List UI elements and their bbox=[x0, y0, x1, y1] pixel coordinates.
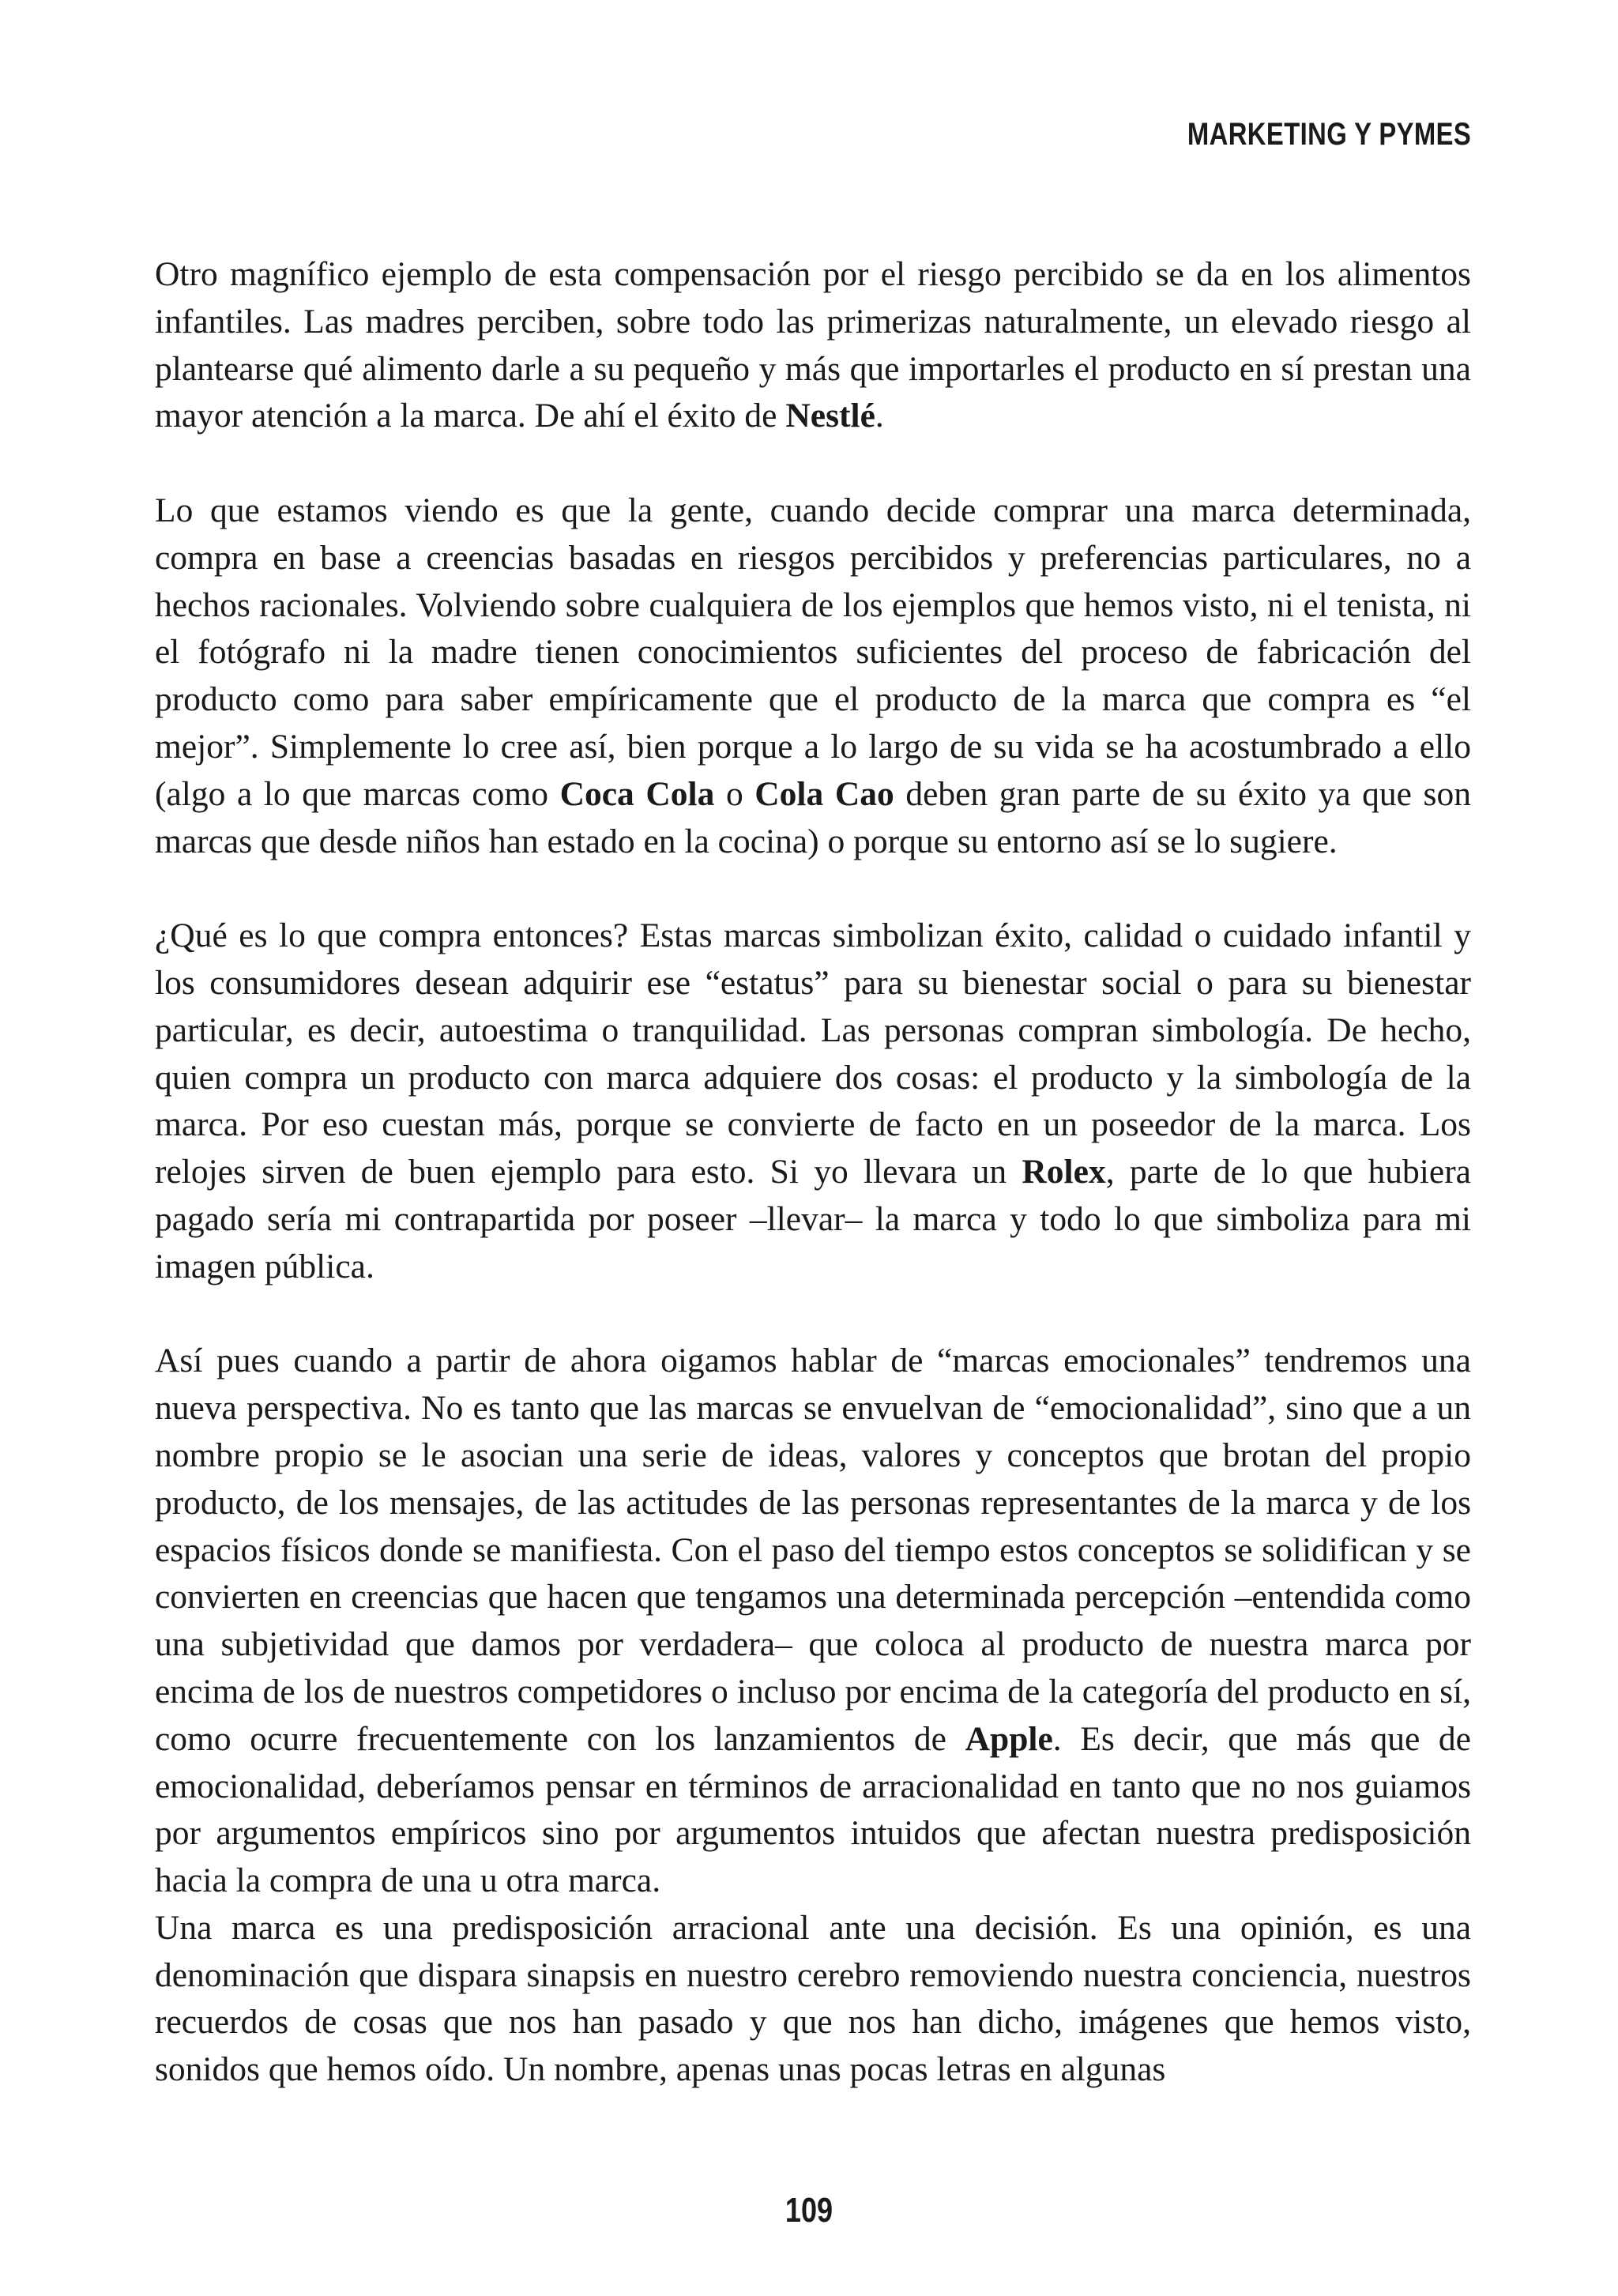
paragraph-3: ¿Qué es lo que compra entonces? Estas marcas simbolizan éxito, calidad o cuidado infantil y los consumidores desean adquirir ese “estatus” para su bienestar social o para su bienestar particular, es decir, autoestima o tranquilidad. Las personas compran simbología. De hecho, quien compra un producto con marca adquiere dos cosas: el producto y la simbología de la marca. Por eso cuestan más, porque se convierte de facto en un poseedor de la marca. Los relojes sirven de buen ejemplo para esto. Si yo llevara un Rolex, parte de lo que hubiera pagado sería mi contrapartida por poseer –llevar– la marca y todo lo que simboliza para mi imagen pública. bbox=[155, 917, 1471, 1285]
brand-cola-cao: Cola Cao bbox=[754, 774, 894, 813]
brand-apple: Apple bbox=[965, 1719, 1053, 1758]
page-number: 109 bbox=[785, 2191, 833, 2230]
paragraph-5: Una marca es una predisposición arracional ante una decisión. Es una opinión, es una denominación que dispara sinapsis en nuestro cerebro removiendo nuestra conciencia, nuestros recuerdos de cosas que nos han pasado y que nos han dicho, imágenes que hemos visto, sonidos que hemos oído. Un nombre, apenas unas pocas letras en algunas bbox=[155, 1908, 1471, 2089]
body-text bbox=[155, 251, 1471, 2094]
paragraph-4: Así pues cuando a partir de ahora oigamos hablar de “marcas emocionales” tendremos una nueva perspectiva. No es tanto que las marcas se envuelvan de “emocionalidad”, sino que a un nombre propio se le asocian una serie de ideas, valores y conceptos que brotan del propio producto, de los mensajes, de las actitudes de las personas representantes de la marca y de los espacios físicos donde se manifiesta. Con el paso del tiempo estos conceptos se solidifican y se convierten en creencias que hacen que tengamos una determinada percepción –entendida como una subjetividad que damos por verdadera– que coloca al producto de nuestra marca por encima de los de nuestros competidores o incluso por encima de la categoría del producto en sí, como ocurre frecuentemente con los lanzamientos de Apple. Es decir, que más que de emocionalidad, deberíamos pensar en términos de arracionalidad en tanto que no nos guiamos por argumentos empíricos sino por argumentos intuidos que afectan nuestra predisposición hacia la compra de una u otra marca. bbox=[155, 1342, 1471, 1900]
brand-nestle: Nestlé bbox=[785, 397, 875, 435]
paragraph-2: Lo que estamos viendo es que la gente, cuando decide comprar una marca determinada, compra en base a creencias basadas en riesgos percibidos y preferencias particulares, no a hechos racionales. Volviendo sobre cualquiera de los ejemplos que hemos visto, ni el tenista, ni el fotógrafo ni la madre tienen conocimientos suficientes del proceso de fabricación del producto como para saber empíricamente que el producto de la marca que compra es “el mejor”. Simplemente lo cree así, bien porque a lo largo de su vida se ha acostumbrado a ello (algo a lo que marcas como Coca Cola o Cola Cao deben gran parte de su éxito ya que son marcas que desde niños han estado en la cocina) o porque su entorno así se lo sugiere. bbox=[155, 491, 1471, 860]
running-header: MARKETING Y PYMES bbox=[1187, 117, 1471, 152]
brand-coca-cola: Coca Cola bbox=[559, 774, 715, 813]
brand-rolex: Rolex bbox=[1022, 1153, 1106, 1191]
paragraph-1: Otro magnífico ejemplo de esta compensación por el riesgo percibido se da en los alimentos infantiles. Las madres perciben, sobre todo las primerizas naturalmente, un elevado riesgo al plantearse qué alimento darle a su pequeño y más que importarles el producto en sí prestan una mayor atención a la marca. De ahí el éxito de Nestlé. bbox=[155, 255, 1471, 435]
